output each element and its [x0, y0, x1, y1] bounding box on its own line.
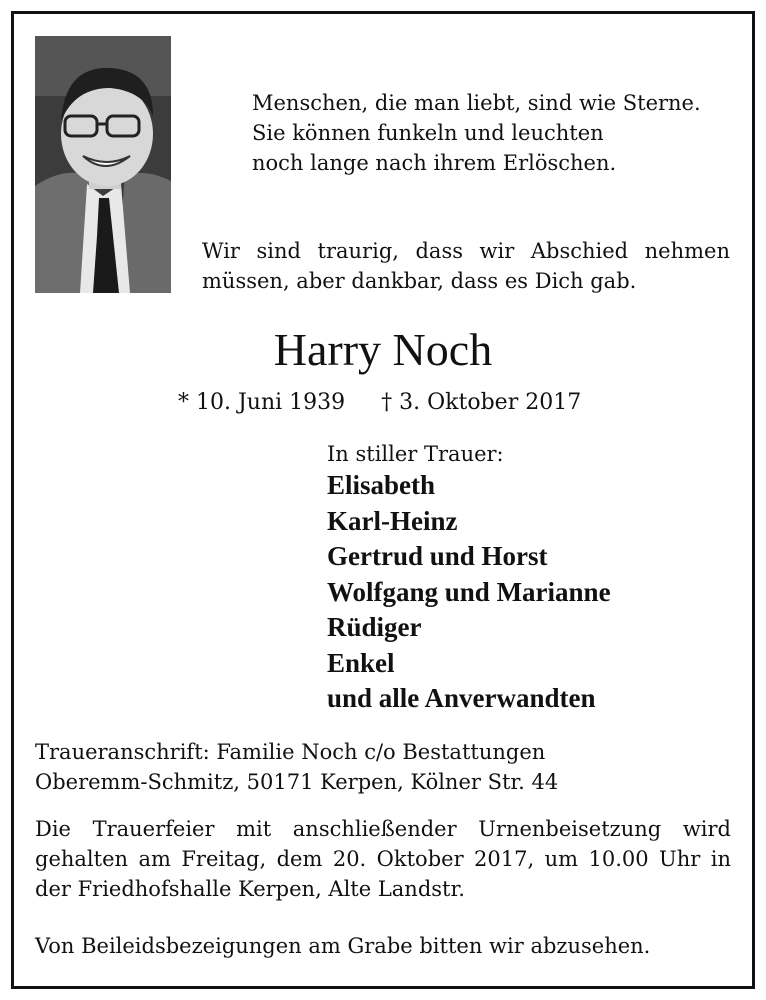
grief-text	[202, 236, 730, 296]
portrait-photo	[35, 36, 171, 293]
ceremony-line: der Friedhofshalle Kerpen, Alte Landstr.	[35, 877, 465, 901]
grief-line: müssen, aber dankbar, dass es Dich gab.	[202, 269, 637, 293]
mourner-name: Elisabeth	[327, 470, 436, 500]
mourner-name: Karl-Heinz	[327, 505, 458, 536]
deceased-name: Harry Noch	[273, 324, 493, 375]
mourner-name: und alle Anverwandten	[327, 683, 596, 713]
portrait-illustration	[35, 36, 171, 293]
death-date: † 3. Oktober 2017	[381, 390, 582, 415]
birth-date: * 10. Juni 1939	[178, 390, 346, 415]
grief-line: Wir sind traurig, dass wir Abschied nehmen	[202, 239, 730, 263]
mourner-name: Gertrud und Horst	[327, 541, 548, 571]
poem-line: noch lange nach ihrem Erlöschen.	[252, 151, 617, 175]
mourning-address	[35, 737, 558, 797]
closing-note: Von Beileidsbezeigungen am Grabe bitten wir abzusehen.	[35, 934, 651, 958]
ceremony-info	[35, 814, 731, 904]
poem	[252, 88, 701, 178]
mourners-list	[327, 468, 611, 717]
poem-line: Sie können funkeln und leuchten	[252, 121, 604, 145]
mourner-name: Enkel	[327, 647, 395, 678]
address-line: Traueranschrift: Familie Noch c/o Bestattungen	[35, 740, 546, 764]
ceremony-line: Die Trauerfeier mit anschließender Urnenbeisetzung wird	[35, 817, 731, 841]
mourner-name: Wolfgang und Marianne	[327, 576, 611, 607]
mourner-name: Rüdiger	[327, 612, 422, 642]
ceremony-line: gehalten am Freitag, dem 20. Oktober 2017, um 10.00 Uhr in	[35, 847, 731, 871]
mourners-label: In stiller Trauer:	[327, 442, 504, 466]
life-dates	[178, 388, 581, 418]
poem-line: Menschen, die man liebt, sind wie Sterne.	[252, 91, 701, 115]
address-line: Oberemm-Schmitz, 50171 Kerpen, Kölner Str. 44	[35, 770, 559, 794]
